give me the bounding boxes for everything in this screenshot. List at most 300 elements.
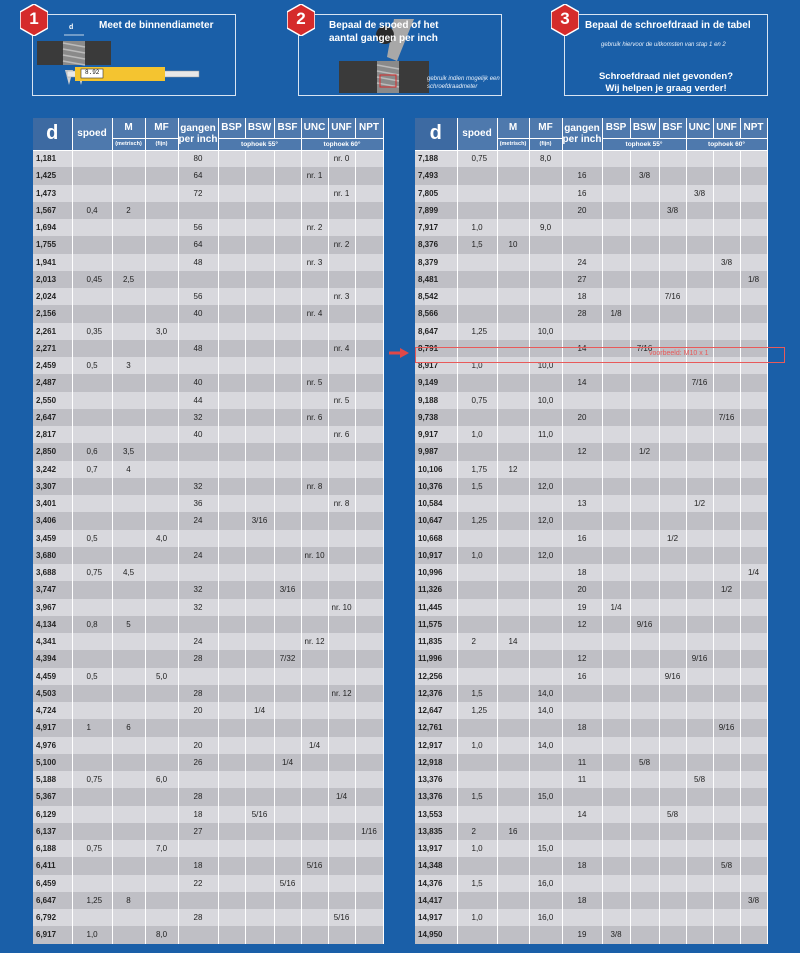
- table-cell: [686, 202, 713, 219]
- table-cell: [562, 426, 602, 443]
- table-cell: [328, 892, 355, 909]
- table-cell: 1,0: [457, 547, 497, 564]
- table-cell: [497, 806, 529, 823]
- table-cell: [328, 409, 355, 426]
- table-cell: [218, 650, 245, 667]
- table-cell: [245, 754, 274, 771]
- table-cell: [457, 374, 497, 391]
- diameter-cell: 11,445: [415, 599, 457, 616]
- table-cell: [713, 530, 740, 547]
- table-row: [33, 305, 383, 322]
- table-cell: [740, 771, 767, 788]
- table-cell: 1: [72, 719, 112, 736]
- diameter-cell: 8,917: [415, 357, 457, 374]
- diameter-cell: 11,326: [415, 581, 457, 598]
- table-cell: [274, 478, 301, 495]
- table-cell: [218, 857, 245, 874]
- table-cell: [145, 719, 178, 736]
- table-cell: [630, 875, 659, 892]
- table-cell: [245, 892, 274, 909]
- table-cell: [659, 892, 686, 909]
- table-cell: [245, 909, 274, 926]
- diameter-cell: 4,341: [33, 633, 72, 650]
- table-cell: 0,6: [72, 443, 112, 460]
- table-row: [33, 650, 383, 667]
- table-cell: [630, 202, 659, 219]
- table-cell: [72, 547, 112, 564]
- table-cell: [355, 426, 383, 443]
- table-cell: 10,0: [529, 357, 562, 374]
- diameter-cell: 1,181: [33, 150, 72, 167]
- table-cell: [686, 685, 713, 702]
- table-cell: [274, 771, 301, 788]
- table-cell: 18: [562, 288, 602, 305]
- table-cell: [274, 719, 301, 736]
- table-cell: [328, 478, 355, 495]
- diameter-cell: 7,805: [415, 185, 457, 202]
- table-cell: 27: [562, 271, 602, 288]
- table-cell: 1,0: [457, 357, 497, 374]
- table-cell: [562, 547, 602, 564]
- table-cell: [686, 271, 713, 288]
- diameter-cell: 3,680: [33, 547, 72, 564]
- table-cell: [301, 909, 328, 926]
- table-cell: 28: [178, 909, 218, 926]
- table-cell: 12,0: [529, 478, 562, 495]
- table-cell: [72, 788, 112, 805]
- table-row: [415, 374, 767, 391]
- diameter-cell: 10,668: [415, 530, 457, 547]
- table-cell: [301, 530, 328, 547]
- table-cell: nr. 6: [328, 426, 355, 443]
- table-cell: [218, 305, 245, 322]
- table-cell: 80: [178, 150, 218, 167]
- table-row: [33, 340, 383, 357]
- table-cell: 11,0: [529, 426, 562, 443]
- table-cell: [274, 737, 301, 754]
- table-cell: 7/16: [686, 374, 713, 391]
- table-cell: [457, 271, 497, 288]
- table-cell: 0,5: [72, 530, 112, 547]
- table-cell: [602, 374, 630, 391]
- table-cell: [178, 668, 218, 685]
- table-cell: [457, 167, 497, 184]
- table-cell: [602, 875, 630, 892]
- table-cell: [602, 564, 630, 581]
- table-cell: [602, 547, 630, 564]
- table-cell: [497, 909, 529, 926]
- table-cell: [630, 374, 659, 391]
- table-cell: [497, 150, 529, 167]
- table-cell: [218, 771, 245, 788]
- header-npt: NPT: [740, 118, 767, 138]
- table-cell: 1/2: [630, 443, 659, 460]
- table-cell: [328, 167, 355, 184]
- table-cell: [245, 875, 274, 892]
- table-cell: [457, 771, 497, 788]
- table-cell: [145, 892, 178, 909]
- table-cell: 14,0: [529, 702, 562, 719]
- table-cell: [497, 564, 529, 581]
- table-cell: [457, 857, 497, 874]
- table-cell: [562, 823, 602, 840]
- table-cell: [355, 564, 383, 581]
- table-cell: [328, 926, 355, 943]
- table-row: [33, 754, 383, 771]
- table-cell: [301, 668, 328, 685]
- table-cell: 11: [562, 754, 602, 771]
- diameter-cell: 4,459: [33, 668, 72, 685]
- table-cell: [740, 512, 767, 529]
- table-cell: [328, 202, 355, 219]
- diameter-cell: 3,307: [33, 478, 72, 495]
- table-cell: [328, 840, 355, 857]
- table-cell: 5: [112, 616, 145, 633]
- table-cell: [274, 340, 301, 357]
- table-cell: [218, 495, 245, 512]
- table-cell: [686, 150, 713, 167]
- table-cell: [740, 840, 767, 857]
- table-cell: [659, 685, 686, 702]
- table-cell: 9/16: [659, 668, 686, 685]
- table-cell: [245, 340, 274, 357]
- table-cell: [713, 599, 740, 616]
- table-cell: [497, 840, 529, 857]
- table-cell: [457, 616, 497, 633]
- table-cell: [145, 737, 178, 754]
- diameter-cell: 13,376: [415, 788, 457, 805]
- table-cell: nr. 4: [301, 305, 328, 322]
- table-cell: [274, 357, 301, 374]
- diameter-cell: 10,376: [415, 478, 457, 495]
- table-cell: [301, 426, 328, 443]
- table-cell: [713, 357, 740, 374]
- table-cell: [301, 875, 328, 892]
- table-cell: 24: [562, 254, 602, 271]
- table-cell: [178, 616, 218, 633]
- table-cell: [713, 788, 740, 805]
- table-cell: [112, 495, 145, 512]
- table-row: [33, 461, 383, 478]
- table-cell: [112, 875, 145, 892]
- table-cell: [686, 581, 713, 598]
- table-cell: [630, 719, 659, 736]
- table-cell: [740, 668, 767, 685]
- table-cell: [178, 271, 218, 288]
- table-cell: 0,75: [72, 840, 112, 857]
- table-cell: [355, 374, 383, 391]
- diameter-cell: 6,792: [33, 909, 72, 926]
- table-cell: [145, 788, 178, 805]
- table-cell: [274, 288, 301, 305]
- table-cell: [218, 806, 245, 823]
- table-cell: [245, 616, 274, 633]
- diameter-cell: 2,156: [33, 305, 72, 322]
- table-cell: [457, 185, 497, 202]
- diameter-cell: 13,553: [415, 806, 457, 823]
- table-cell: [145, 599, 178, 616]
- table-cell: 1/4: [245, 702, 274, 719]
- table-cell: [713, 478, 740, 495]
- table-cell: 3/8: [602, 926, 630, 943]
- diameter-cell: 5,367: [33, 788, 72, 805]
- table-cell: [630, 840, 659, 857]
- header-m: M: [112, 118, 145, 138]
- table-cell: [178, 719, 218, 736]
- header-unc: UNC: [686, 118, 713, 138]
- step-2-note: gebruik indien mogelijk een schroefdraadmeter: [427, 76, 500, 90]
- table-row: [415, 547, 767, 564]
- table-cell: 5/16: [328, 909, 355, 926]
- table-cell: [562, 875, 602, 892]
- table-cell: [740, 236, 767, 253]
- table-cell: [740, 478, 767, 495]
- table-cell: [602, 340, 630, 357]
- table-row: [33, 840, 383, 857]
- table-cell: [145, 374, 178, 391]
- diameter-cell: 14,376: [415, 875, 457, 892]
- table-cell: 13: [562, 495, 602, 512]
- table-cell: [686, 599, 713, 616]
- header-npt: NPT: [355, 118, 383, 138]
- header-mf: MF: [145, 118, 178, 138]
- table-cell: [740, 650, 767, 667]
- table-cell: [145, 495, 178, 512]
- table-cell: [457, 305, 497, 322]
- table-cell: [112, 840, 145, 857]
- table-cell: [457, 650, 497, 667]
- table-cell: 10,0: [529, 392, 562, 409]
- table-cell: 14,0: [529, 685, 562, 702]
- table-cell: [713, 340, 740, 357]
- table-cell: [602, 650, 630, 667]
- table-cell: [713, 737, 740, 754]
- table-cell: 11: [562, 771, 602, 788]
- table-cell: [659, 426, 686, 443]
- table-cell: [301, 702, 328, 719]
- table-cell: 1,0: [457, 219, 497, 236]
- table-cell: [686, 719, 713, 736]
- diameter-cell: 1,567: [33, 202, 72, 219]
- table-cell: [355, 616, 383, 633]
- table-cell: [457, 409, 497, 426]
- table-cell: nr. 10: [328, 599, 355, 616]
- table-cell: 20: [562, 202, 602, 219]
- table-cell: [245, 443, 274, 460]
- table-cell: [355, 512, 383, 529]
- table-cell: [72, 150, 112, 167]
- table-cell: 5/8: [713, 857, 740, 874]
- table-cell: nr. 12: [328, 685, 355, 702]
- table-cell: [497, 288, 529, 305]
- table-cell: [529, 892, 562, 909]
- table-cell: [686, 875, 713, 892]
- table-cell: 28: [178, 650, 218, 667]
- table-cell: [301, 288, 328, 305]
- table-cell: [602, 754, 630, 771]
- table-cell: [740, 599, 767, 616]
- table-cell: 16: [562, 668, 602, 685]
- diameter-cell: 2,817: [33, 426, 72, 443]
- table-cell: [562, 478, 602, 495]
- table-cell: [630, 323, 659, 340]
- table-cell: [562, 392, 602, 409]
- table-cell: [686, 668, 713, 685]
- table-cell: [245, 840, 274, 857]
- table-cell: [145, 823, 178, 840]
- table-cell: [740, 616, 767, 633]
- table-cell: [630, 461, 659, 478]
- table-cell: [145, 909, 178, 926]
- table-cell: [145, 167, 178, 184]
- table-cell: [301, 323, 328, 340]
- diameter-cell: 10,917: [415, 547, 457, 564]
- table-cell: [145, 564, 178, 581]
- table-cell: [355, 305, 383, 322]
- table-cell: 16: [562, 530, 602, 547]
- table-cell: 1/8: [602, 305, 630, 322]
- table-cell: [355, 202, 383, 219]
- table-row: [415, 288, 767, 305]
- table-cell: 8: [112, 892, 145, 909]
- table-cell: [112, 633, 145, 650]
- table-cell: [218, 564, 245, 581]
- table-cell: [659, 581, 686, 598]
- table-cell: [112, 288, 145, 305]
- table-cell: [245, 547, 274, 564]
- table-row: [415, 236, 767, 253]
- table-cell: [659, 236, 686, 253]
- diameter-cell: 6,459: [33, 875, 72, 892]
- table-cell: [245, 788, 274, 805]
- table-row: [415, 150, 767, 167]
- diameter-cell: 9,917: [415, 426, 457, 443]
- table-cell: [178, 771, 218, 788]
- table-cell: 7/16: [630, 340, 659, 357]
- table-cell: [145, 236, 178, 253]
- table-row: [33, 616, 383, 633]
- table-cell: [355, 340, 383, 357]
- table-cell: [630, 806, 659, 823]
- table-cell: [740, 426, 767, 443]
- table-cell: [529, 167, 562, 184]
- help-text-line2: Wij helpen je graag verder!: [605, 83, 727, 94]
- table-cell: [218, 840, 245, 857]
- table-cell: 18: [562, 564, 602, 581]
- table-cell: [602, 702, 630, 719]
- table-cell: [274, 323, 301, 340]
- table-row: [415, 823, 767, 840]
- table-cell: nr. 6: [301, 409, 328, 426]
- table-cell: [72, 478, 112, 495]
- table-row: [415, 409, 767, 426]
- table-cell: [218, 478, 245, 495]
- table-cell: nr. 10: [301, 547, 328, 564]
- table-cell: [328, 754, 355, 771]
- table-cell: [355, 185, 383, 202]
- diameter-cell: 1,694: [33, 219, 72, 236]
- table-cell: [713, 806, 740, 823]
- table-cell: [602, 719, 630, 736]
- table-cell: [112, 340, 145, 357]
- table-cell: [562, 737, 602, 754]
- table-cell: [145, 443, 178, 460]
- table-cell: [529, 236, 562, 253]
- table-cell: [740, 909, 767, 926]
- header-spoed: spoed: [72, 118, 112, 150]
- table-cell: 1/4: [301, 737, 328, 754]
- table-cell: 5/8: [630, 754, 659, 771]
- diameter-cell: 8,379: [415, 254, 457, 271]
- diameter-cell: 1,425: [33, 167, 72, 184]
- table-cell: [112, 806, 145, 823]
- table-row: [415, 323, 767, 340]
- table-cell: 0,5: [72, 357, 112, 374]
- table-cell: [497, 254, 529, 271]
- table-cell: [457, 581, 497, 598]
- table-cell: [245, 202, 274, 219]
- table-row: [33, 478, 383, 495]
- table-cell: [245, 633, 274, 650]
- table-cell: nr. 12: [301, 633, 328, 650]
- table-cell: [112, 150, 145, 167]
- table-cell: [301, 150, 328, 167]
- table-cell: [274, 271, 301, 288]
- table-cell: [529, 288, 562, 305]
- table-cell: [740, 323, 767, 340]
- diameter-cell: 12,376: [415, 685, 457, 702]
- table-cell: [659, 167, 686, 184]
- table-cell: [529, 530, 562, 547]
- table-cell: [713, 926, 740, 943]
- table-cell: 14,0: [529, 737, 562, 754]
- diameter-cell: 9,188: [415, 392, 457, 409]
- diameter-cell: 6,137: [33, 823, 72, 840]
- example-arrow-icon: [389, 348, 409, 358]
- table-cell: [529, 806, 562, 823]
- table-cell: [301, 616, 328, 633]
- table-cell: [686, 737, 713, 754]
- diameter-cell: 3,459: [33, 530, 72, 547]
- table-cell: 2: [112, 202, 145, 219]
- table-cell: [112, 426, 145, 443]
- table-cell: [740, 702, 767, 719]
- table-row: [33, 737, 383, 754]
- table-cell: [355, 702, 383, 719]
- table-row: [415, 926, 767, 943]
- table-cell: [497, 926, 529, 943]
- diameter-cell: 8,376: [415, 236, 457, 253]
- table-row: [415, 357, 767, 374]
- table-cell: [355, 236, 383, 253]
- table-cell: [112, 409, 145, 426]
- table-cell: [301, 650, 328, 667]
- caliper-readout: 8.92: [85, 69, 100, 76]
- table-cell: [740, 219, 767, 236]
- table-cell: [497, 478, 529, 495]
- table-cell: [301, 495, 328, 512]
- table-cell: [245, 719, 274, 736]
- table-cell: 10: [497, 236, 529, 253]
- table-cell: [72, 806, 112, 823]
- table-cell: [713, 909, 740, 926]
- header-bsw: BSW: [630, 118, 659, 138]
- diameter-cell: 12,917: [415, 737, 457, 754]
- table-cell: [740, 530, 767, 547]
- table-cell: [178, 357, 218, 374]
- table-cell: 48: [178, 254, 218, 271]
- table-cell: [218, 892, 245, 909]
